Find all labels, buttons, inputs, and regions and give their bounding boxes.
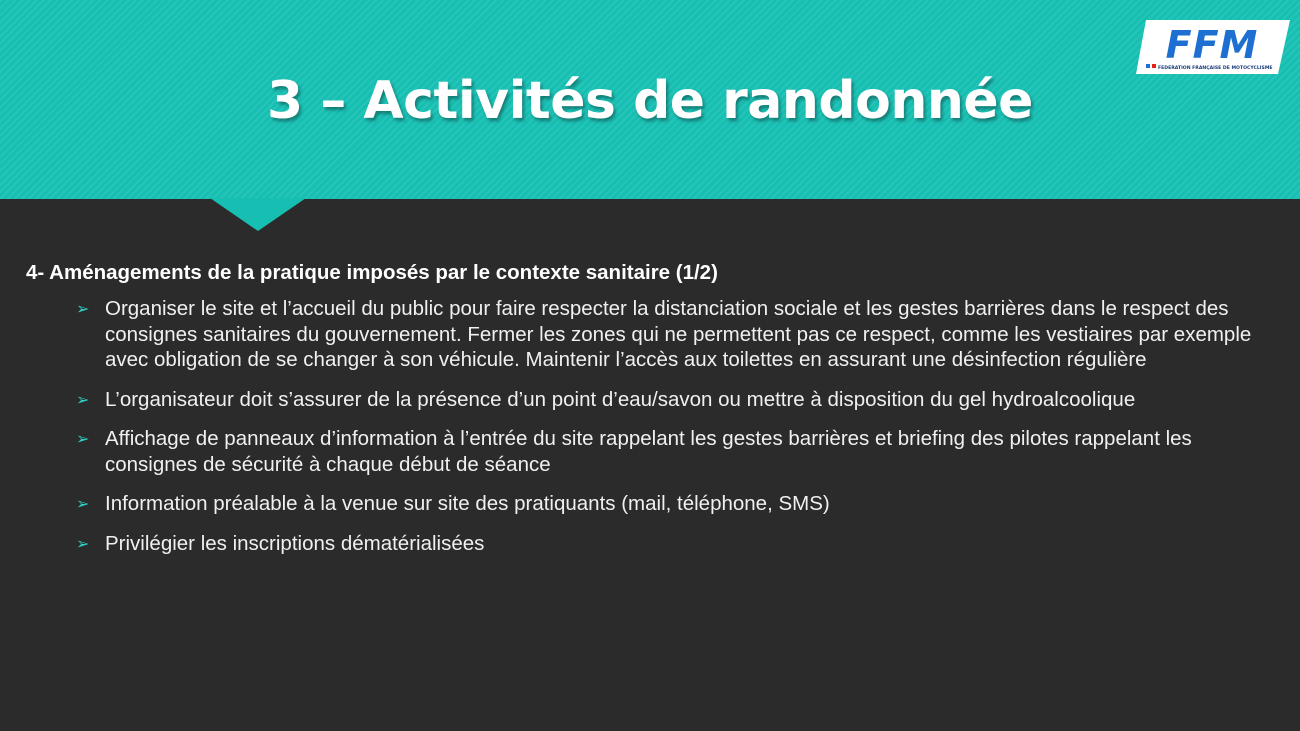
banner-notch: [210, 198, 306, 231]
bullet-item: [26, 426, 1276, 477]
bullet-text: Information préalable à la venue sur site des pratiquants (mail, téléphone, SMS): [105, 492, 830, 515]
bullet-text: Privilégier les inscriptions dématérialisées: [105, 531, 485, 555]
ffm-logo: [1136, 18, 1290, 76]
bullet-item: [26, 531, 1276, 557]
arrow-bullet-icon: ➢: [76, 431, 90, 448]
slide-title: 3 – Activités de randonnée: [267, 71, 1033, 131]
bullet-item: [26, 387, 1276, 413]
arrow-bullet-icon: ➢: [76, 496, 90, 513]
slide-content: [26, 258, 1276, 570]
bullet-list: [26, 296, 1276, 556]
bullet-item: [26, 491, 1276, 517]
section-heading: 4- Aménagements de la pratique imposés par le contexte sanitaire (1/2): [26, 261, 718, 284]
logo-text: FFM: [1165, 23, 1259, 67]
bullet-item: [26, 296, 1276, 373]
arrow-bullet-icon: ➢: [76, 535, 90, 553]
bullet-text: Affichage de panneaux d’information à l’entrée du site rappelant les gestes barrières et briefing des pilotes rappelant les consignes de sécurité à chaque début de séance: [105, 427, 1192, 476]
arrow-bullet-icon: ➢: [76, 391, 90, 409]
bullet-text: Organiser le site et l’accueil du public pour faire respecter la distanciation sociale et les gestes barrières dans le respect des consignes sanitaires du gouvernement. Fermer les zones qui ne permettent pas ce respect, comme les vestiaires par exemple avec obligation de se changer à son véhicule. Maintenir l’accès aux toilettes en assurant une désinfection régulière: [105, 297, 1252, 371]
bullet-text: L’organisateur doit s’assurer de la présence d’un point d’eau/savon ou mettre à disposition du gel hydroalcoolique: [105, 387, 1136, 411]
logo-subtitle: FEDERATION FRANÇAISE DE MOTOCYCLISME: [1158, 66, 1273, 71]
arrow-bullet-icon: ➢: [76, 301, 90, 318]
